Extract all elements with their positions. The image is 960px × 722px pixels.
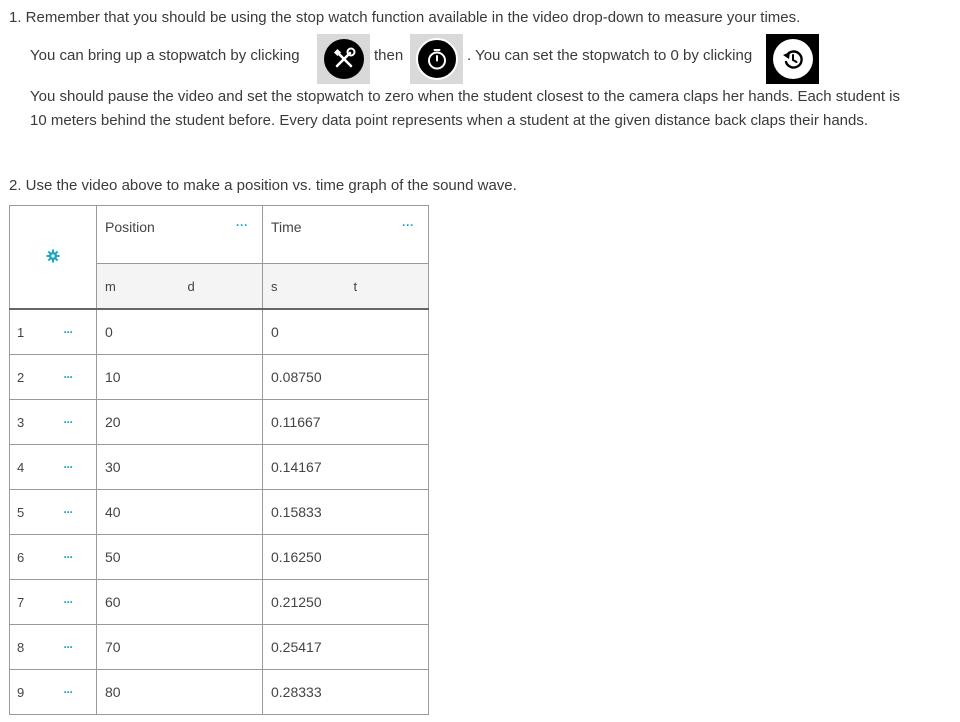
position-cell[interactable]: 10 xyxy=(97,355,263,400)
data-table xyxy=(9,205,429,715)
time-column-menu-icon[interactable]: ··· xyxy=(402,218,414,232)
table-row xyxy=(10,445,429,490)
stopwatch-button-image xyxy=(410,34,463,84)
row-menu-icon[interactable]: ··· xyxy=(40,309,96,355)
row-number: 6 xyxy=(10,535,41,580)
time-cell[interactable]: 0.16250 xyxy=(263,535,429,580)
question-1-line-1: 1. Remember that you should be using the stop watch function available in the video drop-down to measure your times. xyxy=(9,9,801,26)
table-row xyxy=(10,309,429,355)
question-1-line-3: You should pause the video and set the stopwatch to zero when the student closest to the camera claps her hands. Each student is xyxy=(30,88,900,105)
question-1-line-2c: . You can set the stopwatch to 0 by clicking xyxy=(467,47,753,64)
position-cell[interactable]: 0 xyxy=(97,309,263,355)
row-menu-icon[interactable]: ··· xyxy=(40,490,96,535)
position-header-label: Position xyxy=(105,219,155,235)
table-row xyxy=(10,535,429,580)
question-2-line-1: 2. Use the video above to make a position vs. time graph of the sound wave. xyxy=(9,177,517,194)
row-number: 2 xyxy=(10,355,41,400)
time-cell[interactable]: 0.25417 xyxy=(263,625,429,670)
position-cell[interactable]: 80 xyxy=(97,670,263,715)
time-cell[interactable]: 0.11667 xyxy=(263,400,429,445)
position-cell[interactable]: 50 xyxy=(97,535,263,580)
position-cell[interactable]: 20 xyxy=(97,400,263,445)
time-cell[interactable]: 0.28333 xyxy=(263,670,429,715)
row-menu-icon[interactable]: ··· xyxy=(40,400,96,445)
time-variable-cell[interactable]: t xyxy=(346,264,429,310)
stopwatch-icon xyxy=(416,38,458,80)
position-unit-cell[interactable]: m xyxy=(97,264,180,310)
row-number: 3 xyxy=(10,400,41,445)
table-row xyxy=(10,490,429,535)
row-menu-icon[interactable]: ··· xyxy=(40,535,96,580)
table-row xyxy=(10,355,429,400)
time-cell[interactable]: 0.21250 xyxy=(263,580,429,625)
gear-icon[interactable] xyxy=(46,250,60,266)
row-number: 8 xyxy=(10,625,41,670)
position-variable-cell[interactable]: d xyxy=(180,264,263,310)
table-row xyxy=(10,580,429,625)
table-row xyxy=(10,400,429,445)
time-header-label: Time xyxy=(271,219,302,235)
time-cell[interactable]: 0.08750 xyxy=(263,355,429,400)
table-row xyxy=(10,670,429,715)
question-1-line-4: 10 meters behind the student before. Every data point represents when a student at the given distance back claps their hands. xyxy=(30,112,869,129)
row-menu-icon[interactable]: ··· xyxy=(40,445,96,490)
time-cell[interactable]: 0.15833 xyxy=(263,490,429,535)
time-cell[interactable]: 0 xyxy=(263,309,429,355)
row-number: 5 xyxy=(10,490,41,535)
question-1-then: then xyxy=(374,47,404,64)
position-column-menu-icon[interactable]: ··· xyxy=(236,218,248,232)
reset-button-image xyxy=(766,34,819,84)
row-menu-icon[interactable]: ··· xyxy=(40,355,96,400)
row-number: 7 xyxy=(10,580,41,625)
table-row xyxy=(10,625,429,670)
reset-icon xyxy=(773,39,813,79)
row-number: 9 xyxy=(10,670,41,715)
tools-button-image xyxy=(317,34,370,84)
row-number: 4 xyxy=(10,445,41,490)
tools-icon xyxy=(324,39,364,79)
row-menu-icon[interactable]: ··· xyxy=(40,670,96,715)
row-menu-icon[interactable]: ··· xyxy=(40,580,96,625)
question-1-line-2a: You can bring up a stopwatch by clicking xyxy=(30,47,300,64)
position-cell[interactable]: 60 xyxy=(97,580,263,625)
time-unit-cell[interactable]: s xyxy=(263,264,346,310)
position-cell[interactable]: 40 xyxy=(97,490,263,535)
table-settings-cell[interactable] xyxy=(10,206,97,310)
position-cell[interactable]: 70 xyxy=(97,625,263,670)
position-cell[interactable]: 30 xyxy=(97,445,263,490)
time-cell[interactable]: 0.14167 xyxy=(263,445,429,490)
row-menu-icon[interactable]: ··· xyxy=(40,625,96,670)
row-number: 1 xyxy=(10,309,41,355)
position-column-header[interactable] xyxy=(97,206,263,264)
time-column-header[interactable] xyxy=(263,206,429,264)
